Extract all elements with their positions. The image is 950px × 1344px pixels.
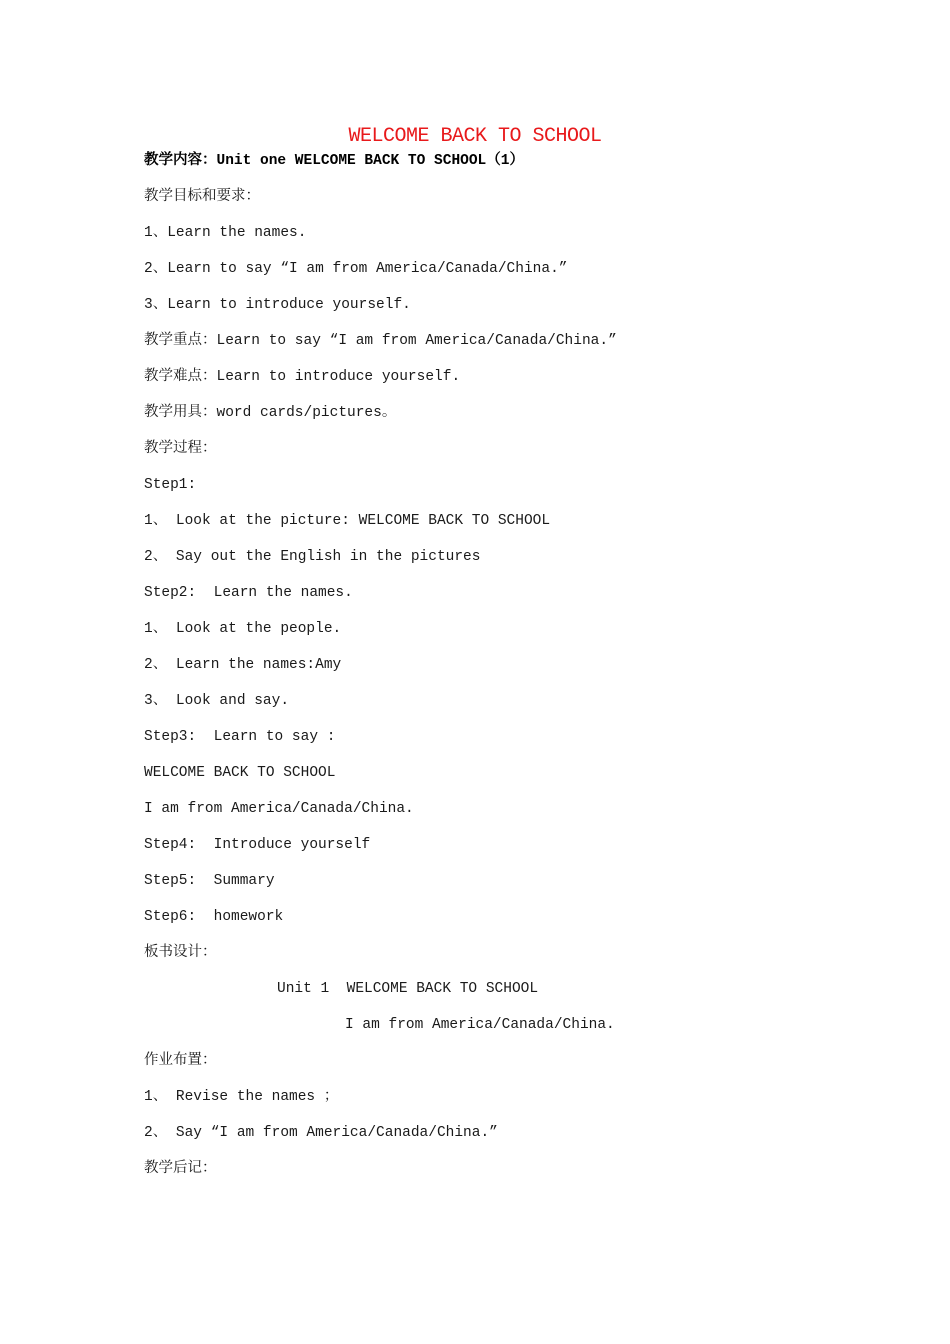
board-line: I am from America/Canada/China. xyxy=(345,1017,615,1033)
homework-item: 2、 Say “I am from America/Canada/China.” xyxy=(144,1125,498,1141)
step1-item: 2、 Say out the English in the pictures xyxy=(144,549,481,565)
goals-heading: 教学目标和要求： xyxy=(144,189,260,205)
goal-item: 1、Learn the names. xyxy=(144,225,307,241)
homework-heading: 作业布置： xyxy=(144,1053,217,1069)
board-line: Unit 1 WELCOME BACK TO SCHOOL xyxy=(277,981,539,997)
step4-label: Step4: Introduce yourself xyxy=(144,837,371,853)
key-point: 教学重点：Learn to say “I am from America/Canada/China.” xyxy=(144,333,617,349)
difficulty: 教学难点：Learn to introduce yourself. xyxy=(144,369,461,385)
step3-label: Step3: Learn to say : xyxy=(144,729,336,745)
goal-item: 2、Learn to say “I am from America/Canada/China.” xyxy=(144,261,568,277)
process-heading: 教学过程： xyxy=(144,441,217,457)
notes-heading: 教学后记： xyxy=(144,1161,217,1177)
step2-item: 3、 Look and say. xyxy=(144,693,290,709)
goal-item: 3、Learn to introduce yourself. xyxy=(144,297,411,313)
content-line: 教学内容：Unit one WELCOME BACK TO SCHOOL（1） xyxy=(144,153,524,169)
step5-label: Step5: Summary xyxy=(144,873,275,889)
step3-item: WELCOME BACK TO SCHOOL xyxy=(144,765,336,781)
teaching-aids: 教学用具：word cards/pictures。 xyxy=(144,405,397,421)
step2-label: Step2: Learn the names. xyxy=(144,585,353,601)
step1-item: 1、 Look at the picture: WELCOME BACK TO SCHOOL xyxy=(144,513,551,529)
step1-label: Step1: xyxy=(144,477,197,493)
step6-label: Step6: homework xyxy=(144,909,284,925)
document-title: WELCOME BACK TO SCHOOL xyxy=(348,125,602,148)
board-heading: 板书设计： xyxy=(144,945,217,961)
step3-item: I am from America/Canada/China. xyxy=(144,801,414,817)
homework-item: 1、 Revise the names ； xyxy=(144,1089,339,1105)
step2-item: 2、 Learn the names:Amy xyxy=(144,657,342,673)
step2-item: 1、 Look at the people. xyxy=(144,621,342,637)
